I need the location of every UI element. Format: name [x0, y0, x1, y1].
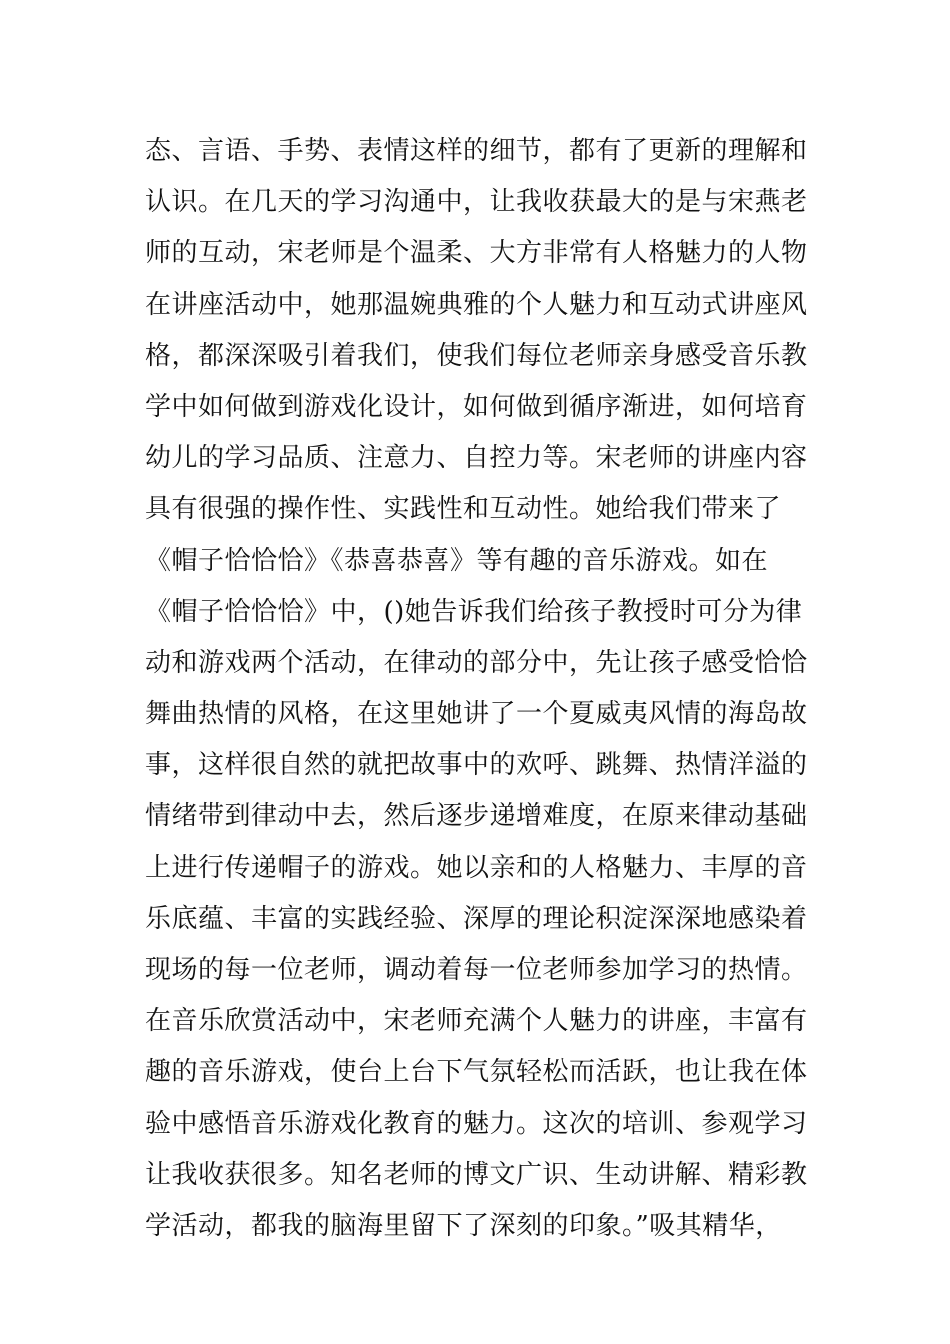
text-line: 上进行传递帽子的游戏。她以亲和的人格魅力、丰厚的音 — [145, 852, 808, 883]
text-line: 学中如何做到游戏化设计，如何做到循序渐进，如何培育 — [145, 391, 808, 422]
text-line: 态、言语、手势、表情这样的细节，都有了更新的理解和 — [145, 136, 808, 166]
text-line: 具有很强的操作性、实践性和互动性。她给我们带来了 — [145, 494, 782, 525]
text-line: 在音乐欣赏活动中，宋老师充满个人魅力的讲座，丰富有 — [145, 1006, 808, 1037]
text-line: 格，都深深吸引着我们，使我们每位老师亲身感受音乐教 — [145, 340, 808, 371]
text-line: 学活动，都我的脑海里留下了深刻的印象。”吸其精华， — [145, 1210, 782, 1241]
text-line: 动和游戏两个活动，在律动的部分中，先让孩子感受恰恰 — [145, 647, 808, 678]
text-line: 趣的音乐游戏，使台上台下气氛轻松而活跃，也让我在体 — [145, 1057, 808, 1088]
text-line: 在讲座活动中，她那温婉典雅的个人魅力和互动式讲座风 — [145, 289, 808, 320]
text-line: 《帽子恰恰恰》中，()她告诉我们给孩子教授时可分为律 — [145, 596, 803, 627]
text-line: 幼儿的学习品质、注意力、自控力等。宋老师的讲座内容 — [145, 443, 808, 474]
text-line: 师的互动，宋老师是个温柔、大方非常有人格魅力的人物 — [145, 238, 808, 269]
text-line: 《帽子恰恰恰》《恭喜恭喜》等有趣的音乐游戏。如在 — [145, 545, 769, 576]
text-line: 认识。在几天的学习沟通中，让我收获最大的是与宋燕老 — [145, 187, 808, 218]
text-line: 舞曲热情的风格，在这里她讲了一个夏威夷风情的海岛故 — [145, 699, 808, 730]
text-line: 让我收获很多。知名老师的博文广识、生动讲解、精彩教 — [145, 1159, 808, 1190]
text-line: 情绪带到律动中去，然后逐步递增难度，在原来律动基础 — [145, 801, 808, 832]
text-line: 验中感悟音乐游戏化教育的魅力。这次的培训、参观学习 — [145, 1108, 808, 1139]
text-line: 事，这样很自然的就把故事中的欢呼、跳舞、热情洋溢的 — [145, 750, 808, 781]
text-line: 现场的每一位老师，调动着每一位老师参加学习的热情。 — [145, 955, 808, 985]
body-paragraph — [145, 126, 815, 1252]
text-line: 乐底蕴、丰富的实践经验、深厚的理论积淀深深地感染着 — [145, 903, 808, 934]
